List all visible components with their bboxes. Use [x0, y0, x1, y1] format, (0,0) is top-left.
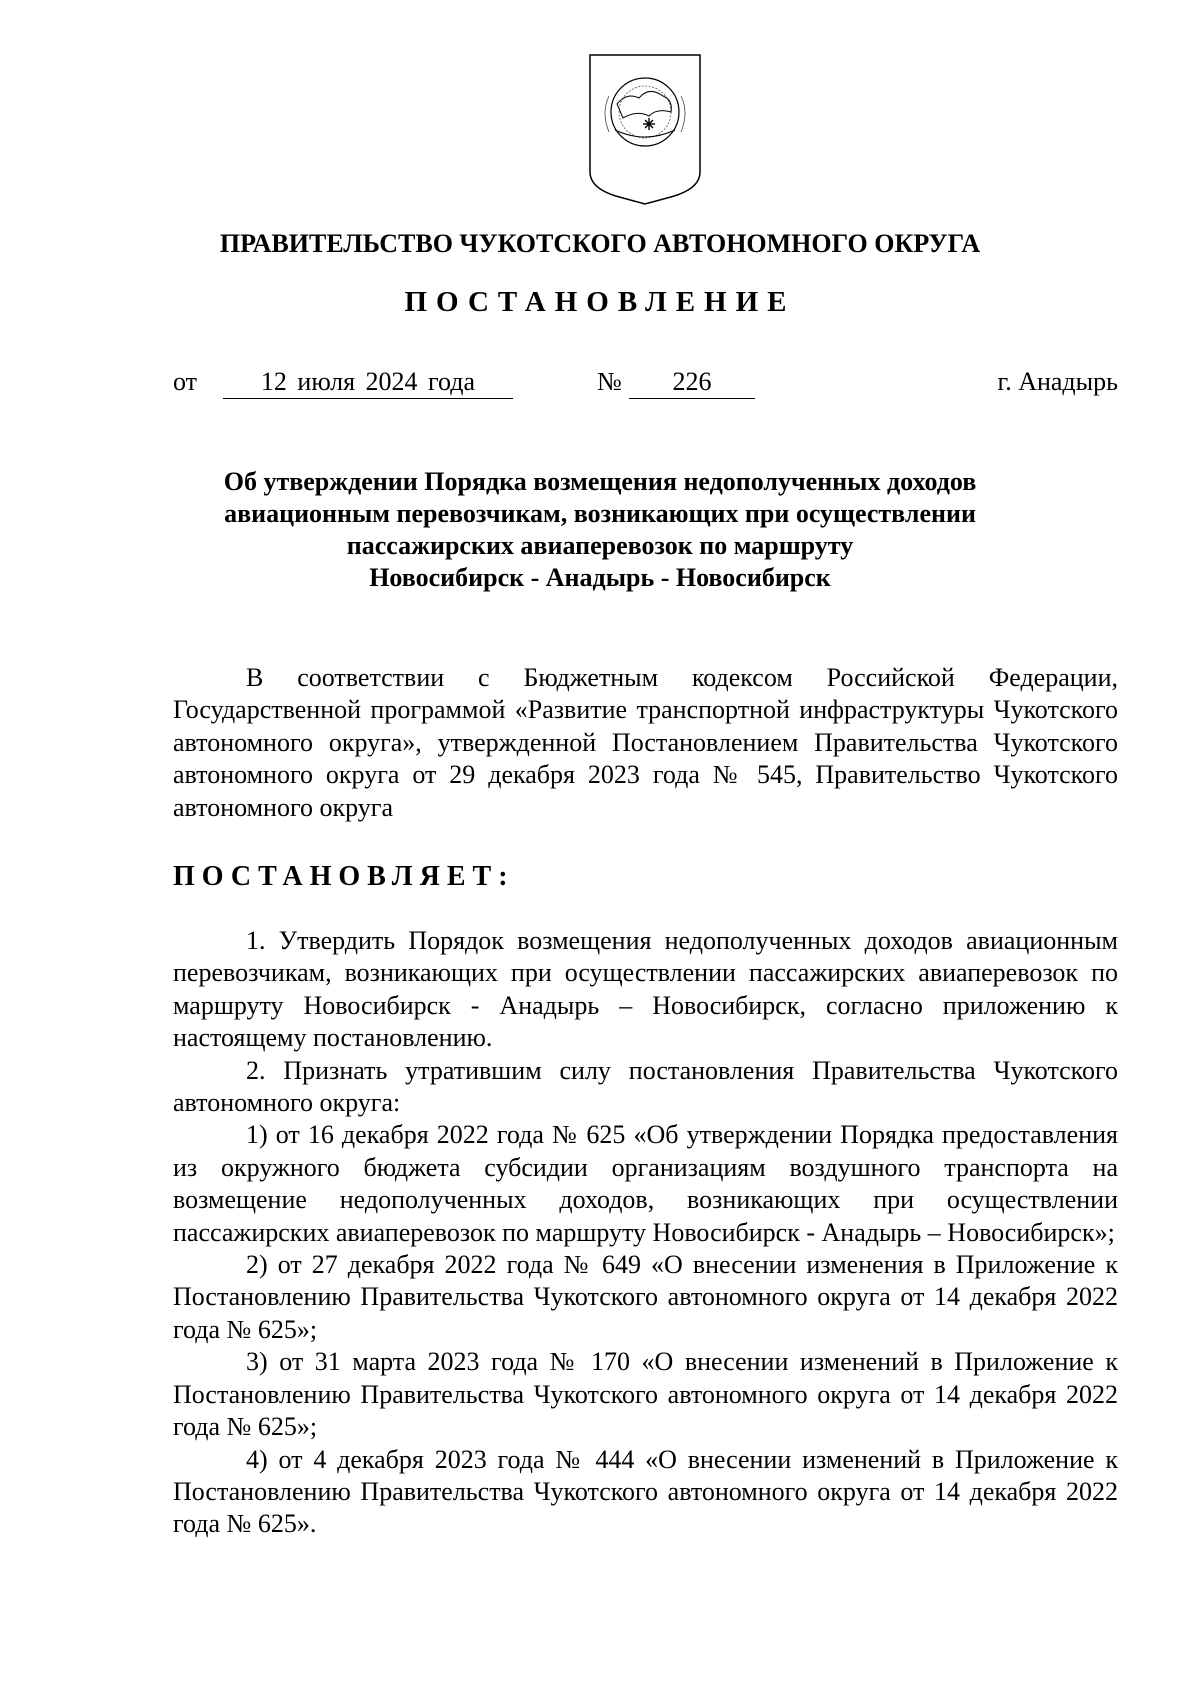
- subject-line: Об утверждении Порядка возмещения недополученных доходов: [223, 467, 977, 496]
- resolution-item: 2) от 27 декабря 2022 года № 649 «О внесении изменения в Приложение к Постановлению Правительства Чукотского автономного округа от 14 декабря 2022 года № 625»;: [173, 1250, 1118, 1344]
- subject-line: Новосибирск - Анадырь - Новосибирск: [369, 563, 831, 592]
- coat-of-arms-emblem-icon: [587, 52, 703, 208]
- subject-line: авиационным перевозчикам, возникающих при осуществлении: [224, 499, 976, 528]
- number-label: №: [597, 367, 622, 396]
- subject-line: пассажирских авиаперевозок по маршруту: [346, 531, 854, 560]
- document-type: ПОСТАНОВЛЕНИЕ: [404, 286, 796, 318]
- resolution-item: 1) от 16 декабря 2022 года № 625 «Об утверждении Порядка предоставления из окружного бюджета субсидии организациям воздушного транспорта на возмещение недополученных доходов, возникающих при осуществлении пассажирских авиаперевозок по маршруту Новосибирск - Анадырь – Новосибирск»;: [173, 1120, 1118, 1247]
- resolves-heading: ПОСТАНОВЛЯЕТ:: [173, 861, 515, 892]
- resolution-item: 1. Утвердить Порядок возмещения недополученных доходов авиационным перевозчикам, возникающих при осуществлении пассажирских авиаперевозок по маршруту Новосибирск - Анадырь – Новосибирск, согласно приложению к настоящему постановлению.: [173, 926, 1118, 1053]
- resolution-items: [173, 925, 1118, 1541]
- document-subject: [150, 466, 1050, 594]
- government-title: ПРАВИТЕЛЬСТВО ЧУКОТСКОГО АВТОНОМНОГО ОКРУГА: [219, 229, 981, 258]
- document-date: 12 июля 2024 года: [223, 366, 513, 399]
- resolution-item: 3) от 31 марта 2023 года № 170 «О внесении изменений в Приложение к Постановлению Правительства Чукотского автономного округа от 14 декабря 2022 года № 625»;: [173, 1347, 1118, 1442]
- preamble-paragraph: В соответствии с Бюджетным кодексом Российской Федерации, Государственной программой «Развитие транспортной инфраструктуры Чукотского автономного округа», утвержденной Постановлением Правительства Чукотского автономного округа от 29 декабря 2023 года № 545, Правительство Чукотского автономного округа: [173, 663, 1118, 822]
- resolution-item: 4) от 4 декабря 2023 года № 444 «О внесении изменений в Приложение к Постановлению Правительства Чукотского автономного округа от 14 декабря 2022 года № 625».: [173, 1444, 1118, 1539]
- resolution-item: 2. Признать утратившим силу постановления Правительства Чукотского автономного округа:: [173, 1055, 1118, 1118]
- document-number: 226: [629, 366, 755, 399]
- document-city: г. Анадырь: [997, 367, 1118, 396]
- document-meta-row: [173, 366, 1118, 402]
- date-prefix: от: [173, 367, 198, 396]
